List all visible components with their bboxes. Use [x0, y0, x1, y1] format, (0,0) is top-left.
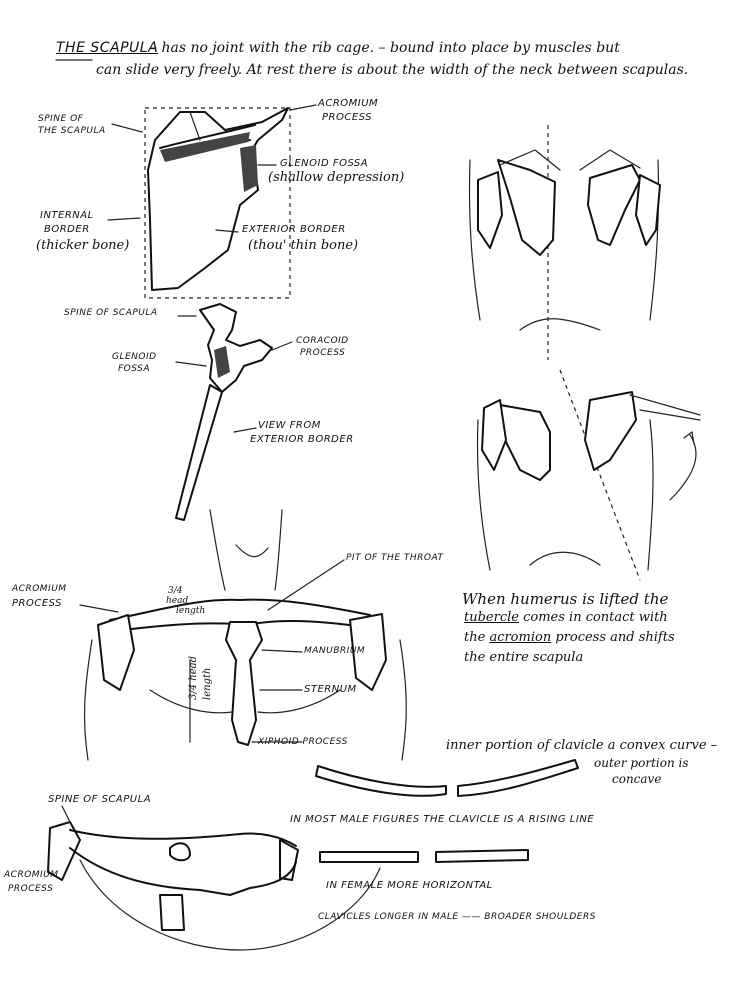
back-torso-lower [478, 370, 701, 580]
label-spine-2: THE SCAPULA [38, 126, 106, 136]
label-internal-3: (thicker bone) [36, 238, 130, 253]
note-concave-2: concave [612, 772, 662, 786]
label-vertical-1: 3/4 head [188, 656, 199, 700]
label-glenoid-2: (shallow depression) [268, 170, 405, 185]
label-exterior-1: EXTERIOR BORDER [242, 224, 346, 235]
arrow-bottom-spine [62, 806, 70, 822]
arrow-spine [112, 124, 142, 132]
label-internal-2: BORDER [44, 224, 90, 235]
label-head-3: length [176, 606, 206, 616]
label-side-glenoid-2: FOSSA [118, 364, 151, 374]
label-pit: PIT OF THE THROAT [346, 553, 444, 563]
arrow-internal [108, 218, 140, 220]
label-view-2: EXTERIOR BORDER [250, 434, 354, 445]
arrow-chest-acromium [80, 605, 118, 612]
label-bottom-acromium-2: PROCESS [8, 884, 54, 894]
label-exterior-2: (thou' thin bone) [248, 238, 359, 253]
arrow-exterior [216, 230, 238, 232]
label-chest-acromium-2: PROCESS [12, 598, 62, 609]
arrow-view [234, 428, 256, 432]
label-glenoid-1: GLENOID FOSSA [280, 158, 369, 169]
page-title: THE SCAPULA [56, 40, 159, 56]
arrow-coracoid [272, 342, 292, 350]
scapula-back-view [145, 108, 290, 298]
arrow-manubrium [262, 650, 302, 652]
label-side-glenoid-1: GLENOID [112, 352, 157, 362]
front-chest [85, 510, 407, 760]
arrow-acromium [290, 105, 316, 110]
scapula-side-view [176, 304, 272, 520]
label-sternum: STERNUM [304, 684, 357, 695]
note-longer: CLAVICLES LONGER IN MALE —— BROADER SHOULDERS [318, 912, 596, 922]
clavicle-curve [316, 760, 578, 796]
note-humerus-1: When humerus is lifted the [462, 590, 669, 608]
note-concave-1: outer portion is [594, 756, 689, 770]
note-male: IN MOST MALE FIGURES THE CLAVICLE IS A RISING LINE [290, 814, 595, 825]
label-side-spine: SPINE OF SCAPULA [64, 308, 158, 318]
header-line-1: – has no joint with the rib cage. – bound into place by muscles but [150, 40, 620, 56]
note-acromion: acromion [489, 630, 552, 645]
arrow-side-glenoid [176, 362, 206, 366]
label-view-1: VIEW FROM [258, 420, 321, 431]
arrow-pit [268, 560, 344, 610]
clavicle-straight [320, 850, 528, 862]
label-spine-1: SPINE OF [38, 114, 84, 124]
label-coracoid-1: CORACOID [296, 336, 349, 346]
note-humerus-3-pre: the [464, 630, 490, 645]
label-xiphoid: XIPHOID PROCESS [258, 737, 348, 747]
header-line-2: can slide very freely. At rest there is about the width of the neck between scapulas. [96, 62, 689, 78]
note-female: IN FEMALE MORE HORIZONTAL [326, 880, 493, 891]
label-acromium-2: PROCESS [322, 112, 372, 123]
label-vertical-2: length [202, 667, 213, 700]
note-humerus-3 [464, 630, 675, 645]
note-tubercle: tubercle [464, 610, 519, 625]
note-convex: inner portion of clavicle a convex curve – [446, 738, 718, 753]
label-coracoid-2: PROCESS [300, 348, 346, 358]
back-torso-upper [469, 125, 660, 360]
label-acromium-1: ACROMIUM [318, 98, 379, 109]
note-humerus-3-rest: process and shifts [551, 630, 675, 645]
label-bottom-acromium-1: ACROMIUM [4, 870, 59, 880]
note-humerus-2-rest: comes in contact with [518, 610, 668, 625]
label-chest-acromium-1: ACROMIUM [12, 584, 67, 594]
label-head-1: 3/4 [168, 586, 183, 596]
note-humerus-4: the entire scapula [464, 650, 584, 665]
label-head-2: head [166, 596, 189, 606]
note-humerus-2 [464, 610, 668, 625]
label-bottom-spine: SPINE OF SCAPULA [48, 794, 152, 805]
label-internal-1: INTERNAL [40, 210, 94, 221]
label-manubrium: MANUBRIUM [304, 646, 366, 656]
